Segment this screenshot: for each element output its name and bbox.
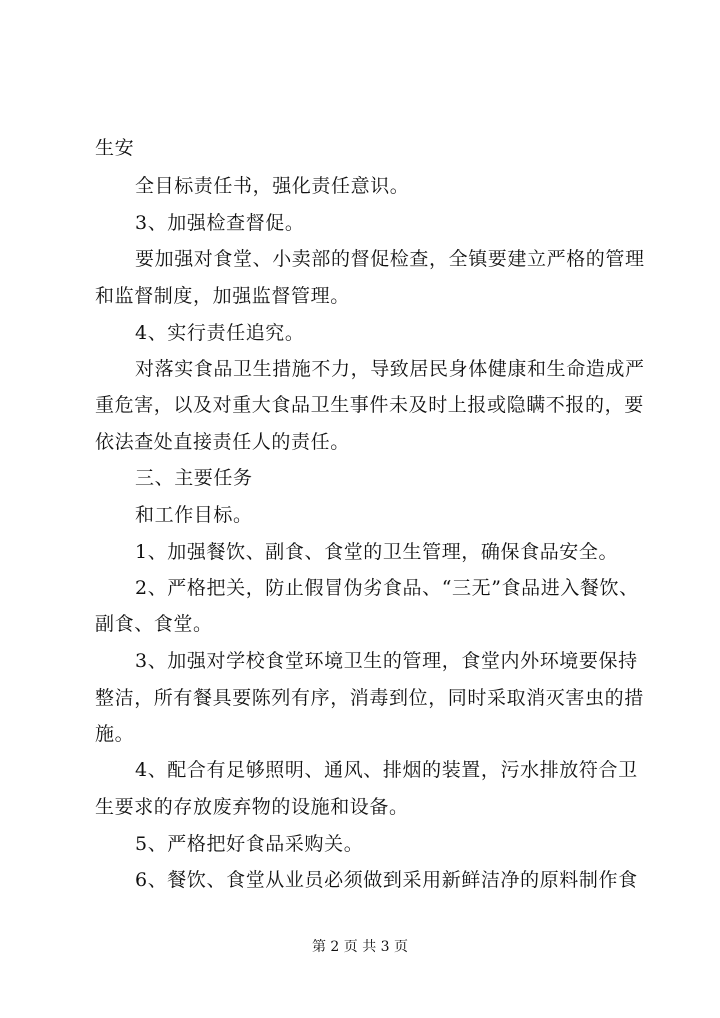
text-line: 生要求的存放废弃物的设施和设备。: [95, 796, 409, 818]
text-line: 副食、食堂。: [95, 613, 213, 635]
text-line: 1、加强餐饮、副食、食堂的卫生管理，确保食品安全。: [135, 541, 619, 563]
text-line: 3、加强检查督促。: [135, 212, 305, 234]
section-heading: 三、主要任务: [135, 467, 253, 489]
text-line: 生安: [95, 137, 135, 159]
text-line: 4、实行责任追究。: [135, 322, 305, 344]
text-line: 全目标责任书，强化责任意识。: [135, 175, 410, 197]
text-line: 和监督制度，加强监督管理。: [95, 285, 350, 307]
text-line: 5、严格把好食品采购关。: [135, 833, 364, 855]
text-line: 要加强对食堂、小卖部的督促检查，全镇要建立严格的管理: [135, 248, 645, 270]
text-line: 和工作目标。: [135, 504, 253, 526]
text-line: 依法查处直接责任人的责任。: [95, 431, 350, 453]
text-line: 重危害，以及对重大食品卫生事件未及时上报或隐瞒不报的，要: [95, 394, 644, 416]
text-line: 整洁，所有餐具要陈列有序，消毒到位，同时采取消灭害虫的措: [95, 687, 644, 709]
text-line: 施。: [95, 723, 135, 745]
text-line: 对落实食品卫生措施不力，导致居民身体健康和生命造成严: [135, 358, 645, 380]
text-line: 2、严格把关，防止假冒伪劣食品、“三无”食品进入餐饮、: [135, 577, 639, 599]
text-line: 3、加强对学校食堂环境卫生的管理，食堂内外环境要保持: [135, 650, 638, 672]
page-number-footer: 第 2 页 共 3 页: [311, 939, 409, 955]
text-line: 4、配合有足够照明、通风、排烟的装置，污水排放符合卫: [135, 759, 638, 781]
text-line: 6、餐饮、食堂从业员必须做到采用新鲜洁净的原料制作食: [135, 869, 638, 891]
